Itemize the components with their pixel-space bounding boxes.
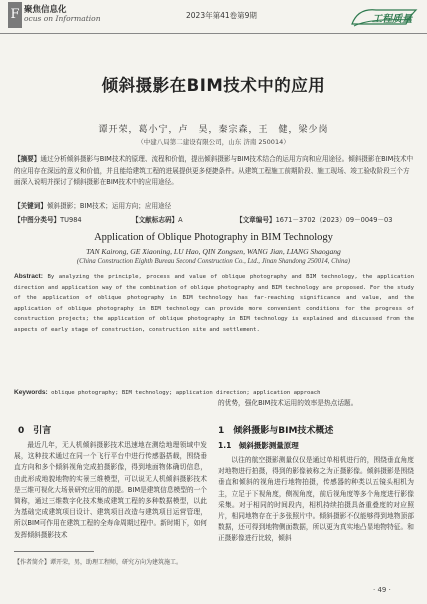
article-title-cn: 倾斜摄影在BIM技术中的应用 bbox=[101, 76, 326, 95]
article-id-value: 1671－3702（2023）09－0049－03 bbox=[275, 216, 393, 224]
issue-info: 2023年第41卷第9期 bbox=[186, 11, 257, 20]
page-number: · 49 · bbox=[373, 586, 391, 594]
intro-continued: 的优势，强化BIM技术运用的效率是热点话题。 bbox=[218, 399, 358, 407]
affiliation-en: (China Construction Eighth Bureau Second Construction Co., Ltd., Jinan Shandong 250014, China) bbox=[76, 258, 351, 265]
section-1-heading: 1 倾斜摄影与BIM技术概述 bbox=[218, 426, 334, 436]
clc-value: TU984 bbox=[60, 216, 82, 224]
journal-logo bbox=[8, 2, 22, 28]
abstract-en-label: Abstract: bbox=[14, 273, 43, 280]
authors-cn: 谭开荣，葛小宁，卢 昊，秦宗森，王 健，梁少岗 bbox=[98, 125, 329, 135]
quality-badge-logo bbox=[350, 4, 420, 30]
keywords-en bbox=[14, 389, 414, 396]
affiliation-cn: （中建八局第二建设有限公司，山东 济南 250014） bbox=[137, 138, 290, 146]
section-1-1-paragraph: 以往的航空摄影测量仅仅是通过单相机进行的，围绕垂直角度对地物进行拍摄，得到的影像被称之为正摄影像。倾斜摄影是围绕垂直和倾斜的视角进行地物拍摄，传感器的种类以五镜头相机为主，立足于下视角度，侧视角度，前后视角度等多个角度进行影像采集。对于相同的时间段内，相机持续拍摄具备重叠度的对应照片，相同地物存在于多张照片中。倾斜摄影不仅能够得到地物顶部数据，还可得到地物侧面数据，所以更为真实地凸显地物特征。和正摄影像进行比较，倾斜 bbox=[218, 456, 414, 543]
article-id-label: 【文章编号】 bbox=[236, 216, 276, 224]
badge-text: 工程质量 bbox=[372, 14, 412, 25]
keywords-en-label: Keywords: bbox=[14, 389, 48, 396]
keywords-cn-label: 【关键词】 bbox=[14, 202, 47, 210]
journal-name-cn: 聚焦信息化 bbox=[24, 5, 67, 15]
classification-row bbox=[14, 214, 414, 224]
keywords-cn bbox=[14, 200, 171, 210]
abstract-cn bbox=[14, 154, 414, 189]
intro-heading: 0 引言 bbox=[18, 426, 52, 436]
doc-code-value: A bbox=[178, 216, 183, 224]
keywords-en-text: oblique photography; BIM technology; application direction; application approach bbox=[51, 390, 321, 396]
abstract-cn-label: 【摘要】 bbox=[14, 155, 41, 163]
intro-paragraph: 最近几年，无人机倾斜摄影技术迅速地在测绘地理领域中发展，这种技术通过在同一个飞行平台中进行传感器搭载，围绕垂直方向和多个倾斜视角完成拍摄影像，得到地面物体确切信息，由此形成地貌地物的实景三维模型，可以说无人机倾斜摄影技术是三维可视化大场景研究应用的前提。BIM是建筑信息模型的一个简称，通过三维数字化技术集成建筑工程的多种数据模型，以此为基础完成建筑项目设计、建筑项目改造与建筑项目运营管理，所以BIM可作用在建筑工程的全寿命周期过程中。新时期下，如何发挥倾斜摄影技术 bbox=[14, 441, 207, 539]
authors-en: TAN Kairong, GE Xiaoning, LU Hao, QIN Zongsen, WANG Jian, LIANG Shaogang bbox=[86, 247, 341, 256]
header-divider bbox=[0, 33, 427, 34]
subsection-1-1-heading: 1.1 倾斜摄影测量原理 bbox=[218, 441, 299, 450]
doc-code-label: 【文献标志码】 bbox=[132, 216, 179, 224]
abstract-en-text: By analyzing the principle, process and value of oblique photography and BIM technology, the application direction and application way of the combination of oblique photography and BIM technology are proposed. For the study of the application of oblique photography in BIM technology has far-reaching significance and value, and the application of oblique photography in BIM technology can provide more convenient conditions for the progress of construction projects; the application of oblique photography in BIM technology is explained and discussed from the aspects of early stage of construction, construction site and settlement. bbox=[14, 274, 414, 333]
clc-label: 【中图分类号】 bbox=[14, 216, 61, 224]
keywords-cn-text: 倾斜摄影；BIM技术；运用方向；应用途径 bbox=[46, 202, 172, 210]
abstract-cn-text: 通过分析倾斜摄影与BIM技术的原理、流程和价值，提出倾斜摄影与BIM技术结合的运用方向和应用途径。倾斜摄影在BIM技术中的应用存在深远的意义和价值，并且能给建筑工程的进展提供更多便捷条件。从建筑工程施工前期阶段、施工现场、竣工验收阶段三个方面深入说明并探讨了倾斜摄影在BIM技术中的应用途径。 bbox=[14, 155, 414, 186]
author-footnote: 【作者简介】谭开荣，男，助理工程师，研究方向为建筑施工。 bbox=[14, 559, 183, 566]
journal-name-en: ocus on Information bbox=[24, 14, 101, 23]
footnote-divider bbox=[14, 551, 94, 552]
article-title-en: Application of Oblique Photography in BIM Technology bbox=[94, 232, 333, 243]
abstract-en bbox=[14, 272, 414, 336]
journal-logo-letter: F bbox=[10, 7, 20, 22]
